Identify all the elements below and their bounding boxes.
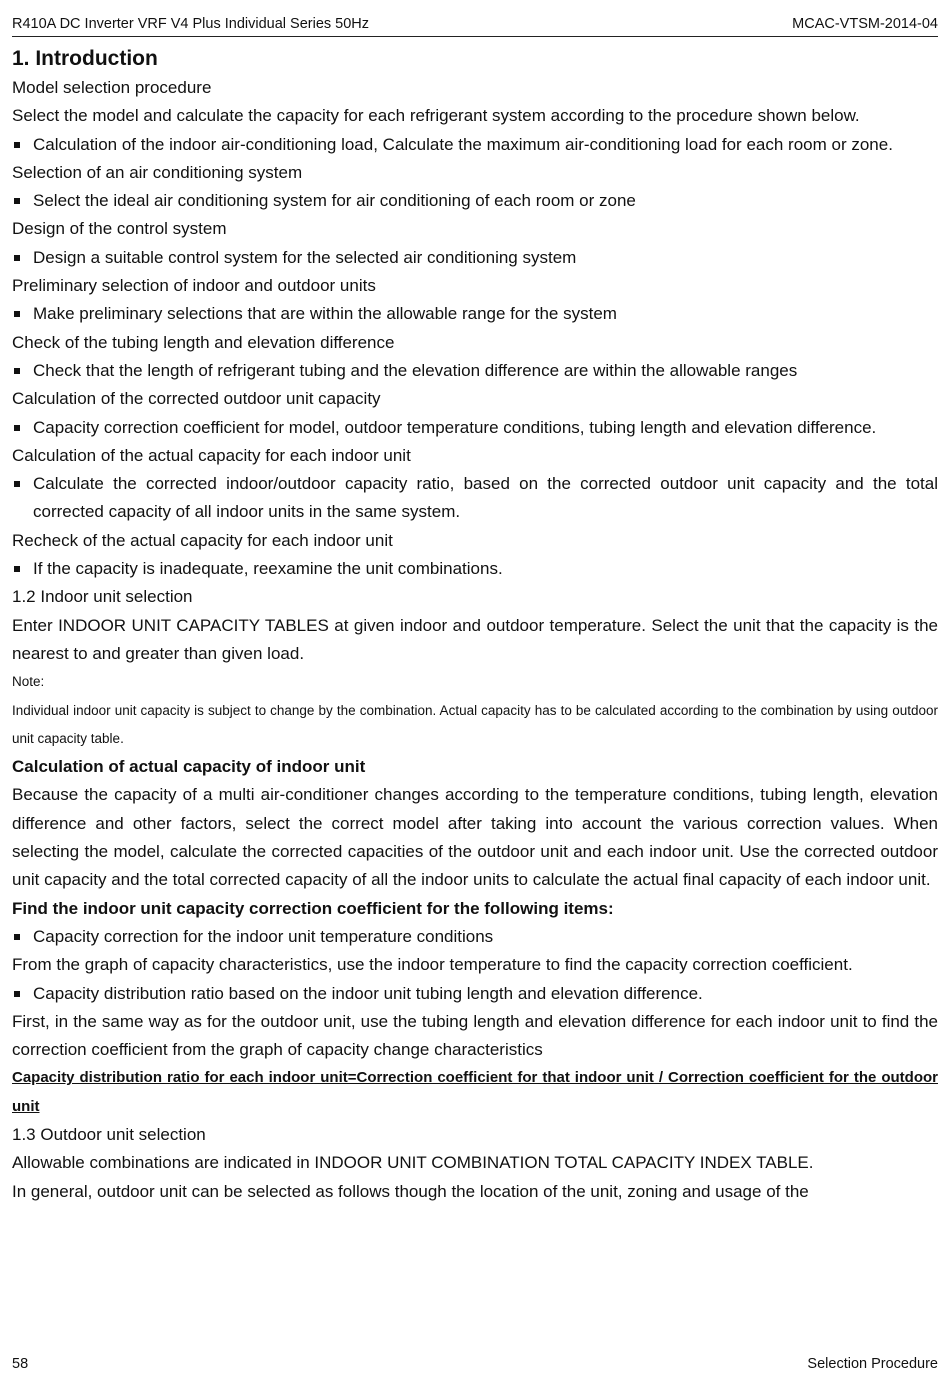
- page-footer: [12, 1356, 938, 1378]
- section-heading: 1. Introduction: [12, 47, 158, 70]
- paragraph: Enter INDOOR UNIT CAPACITY TABLES at given indoor and outdoor temperature. Select the unit that the capacity is the nearest to and greater than given load.: [12, 615, 938, 663]
- bullet-item: Check that the length of refrigerant tubing and the elevation difference are within the allowable ranges: [12, 357, 938, 385]
- bullet-item: Select the ideal air conditioning system for air conditioning of each room or zone: [12, 187, 938, 215]
- paragraph: Check of the tubing length and elevation difference: [12, 332, 395, 352]
- paragraph: In general, outdoor unit can be selected as follows though the location of the unit, zoning and usage of the: [12, 1181, 809, 1201]
- paragraph: Select the model and calculate the capacity for each refrigerant system according to the procedure shown below.: [12, 106, 860, 126]
- paragraph: Because the capacity of a multi air-conditioner changes according to the temperature conditions, tubing length, elevation difference and other factors, select the correct model after taking into account the various correction values. When selecting the model, calculate the corrected capacities of the outdoor unit and each indoor unit. Use the corrected outdoor unit capacity and the total corrected capacity of all the indoor units to calculate the actual final capacity of each indoor unit.: [12, 785, 938, 890]
- bullet-item: Make preliminary selections that are within the allowable range for the system: [12, 300, 938, 328]
- note-label: Note:: [12, 674, 45, 690]
- paragraph: Calculation of the actual capacity for each indoor unit: [12, 445, 411, 465]
- paragraph: Model selection procedure: [12, 78, 212, 97]
- bullet-item: Capacity distribution ratio based on the indoor unit tubing length and elevation difference.: [12, 980, 938, 1008]
- paragraph: First, in the same way as for the outdoor unit, use the tubing length and elevation difference for each indoor unit to find the correction coefficient from the graph of capacity change characteristics: [12, 1011, 938, 1060]
- bullet-item: If the capacity is inadequate, reexamine the unit combinations.: [12, 555, 938, 583]
- paragraph: From the graph of capacity characteristics, use the indoor temperature to find the capacity correction coefficient.: [12, 955, 853, 975]
- paragraph: Allowable combinations are indicated in INDOOR UNIT COMBINATION TOTAL CAPACITY INDEX TABLE.: [12, 1153, 814, 1173]
- bullet-item: Calculation of the indoor air-conditioning load, Calculate the maximum air-conditioning load for each room or zone.: [12, 131, 938, 159]
- note-text: Individual indoor unit capacity is subject to change by the combination. Actual capacity has to be calculated according to the combination by using outdoor unit capacity table.: [12, 702, 938, 746]
- page-body: [12, 44, 938, 1206]
- footer-section-name: Selection Procedure: [807, 1356, 938, 1372]
- bullet-item: Calculate the corrected indoor/outdoor capacity ratio, based on the corrected outdoor unit capacity and the total corrected capacity of all indoor units in the same system.: [12, 470, 938, 527]
- paragraph: Calculation of the corrected outdoor unit capacity: [12, 389, 381, 409]
- bullet-item: Design a suitable control system for the selected air conditioning system: [12, 244, 938, 272]
- bold-heading: Find the indoor unit capacity correction coefficient for the following items:: [12, 898, 614, 918]
- paragraph: Recheck of the actual capacity for each indoor unit: [12, 530, 393, 550]
- paragraph: Selection of an air conditioning system: [12, 162, 303, 182]
- page-number: 58: [12, 1356, 29, 1372]
- subsection-heading: 1.3 Outdoor unit selection: [12, 1124, 206, 1144]
- bold-heading: Calculation of actual capacity of indoor unit: [12, 757, 366, 777]
- paragraph: Design of the control system: [12, 219, 227, 239]
- header-document-title: R410A DC Inverter VRF V4 Plus Individual Series 50Hz: [12, 16, 370, 32]
- header-document-code: MCAC-VTSM-2014-04: [792, 16, 938, 32]
- paragraph: Preliminary selection of indoor and outdoor units: [12, 276, 376, 296]
- formula-underlined: Capacity distribution ratio for each indoor unit=Correction coefficient for that indoor unit / Correction coefficient for the outdoor unit: [12, 1069, 938, 1115]
- bullet-item: Capacity correction coefficient for model, outdoor temperature conditions, tubing length and elevation difference.: [12, 414, 938, 442]
- page-header: [12, 14, 938, 37]
- bullet-item: Capacity correction for the indoor unit temperature conditions: [12, 923, 938, 951]
- subsection-heading: 1.2 Indoor unit selection: [12, 587, 193, 607]
